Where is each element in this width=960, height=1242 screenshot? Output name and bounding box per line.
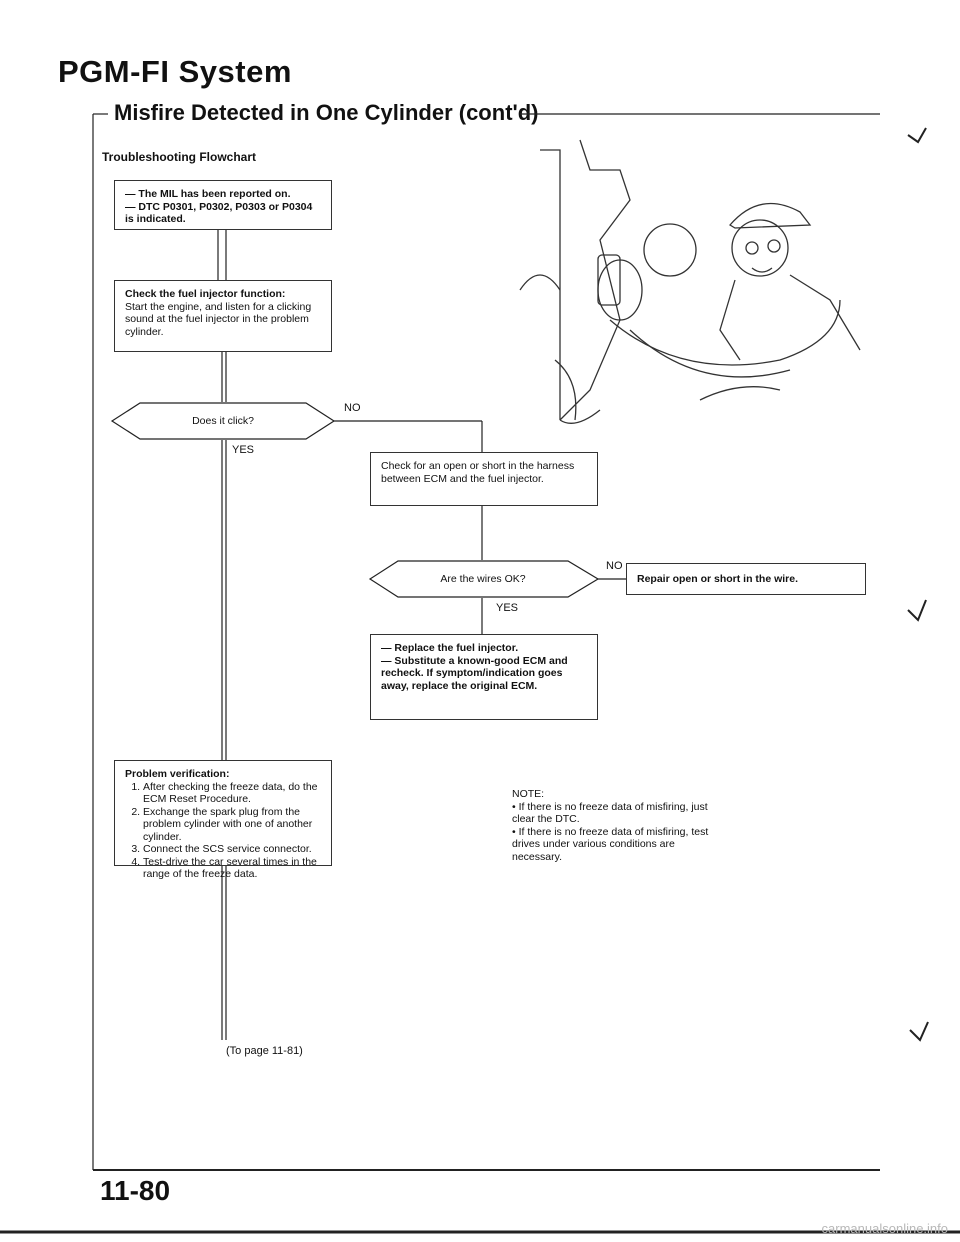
decision-click: Does it click? [192, 415, 254, 427]
replace-item: — Replace the fuel injector. [381, 642, 519, 654]
note-block [512, 788, 712, 863]
page-number: 11-80 [100, 1175, 171, 1206]
verification-step: 2. Exchange the spark plug from the problem cylinder with one of another cylinder. [143, 806, 321, 844]
branch-yes-label: YES [496, 602, 519, 614]
check-harness-box [370, 452, 598, 506]
section-subtitle: Misfire Detected in One Cylinder (cont'd) [114, 100, 539, 125]
flowchart-label: Troubleshooting Flowchart [102, 150, 256, 164]
branch-yes-label: YES [232, 444, 255, 456]
verification-step: 1. After checking the freeze data, do the ECM Reset Procedure. [143, 781, 321, 806]
verification-step: 3. Connect the SCS service connector. [143, 843, 321, 856]
check-injector-heading: Check the fuel injector function: [125, 288, 286, 300]
continuation-reference: (To page 11-81) [226, 1045, 303, 1057]
replace-box [370, 634, 598, 720]
page-title: PGM-FI System [58, 54, 292, 89]
start-condition-box [114, 180, 332, 230]
watermark: carmanualsonline.info [821, 1221, 948, 1236]
repair-box [626, 563, 866, 595]
repair-text: Repair open or short in the wire. [637, 573, 799, 585]
decision-wires: Are the wires OK? [440, 573, 526, 585]
start-condition-item: — The MIL has been reported on. [125, 188, 291, 200]
replace-item: — Substitute a known-good ECM and recheck. If symptom/indication goes away, replace the original ECM. [381, 654, 568, 692]
verification-step: 4. Test-drive the car several times in the range of the freeze data. [143, 856, 321, 881]
verification-heading: Problem verification: [125, 768, 230, 780]
branch-no-label: NO [606, 560, 623, 572]
mechanic-illustration-icon [520, 140, 860, 423]
start-condition-item: — DTC P0301, P0302, P0303 or P0304 is indicated. [125, 200, 313, 225]
problem-verification-box [114, 760, 332, 880]
note-item: • If there is no freeze data of misfiring, test drives under various conditions are necessary. [512, 825, 709, 863]
note-heading: NOTE: [512, 788, 545, 800]
branch-no-label: NO [344, 402, 361, 414]
check-injector-text: Start the engine, and listen for a clicking sound at the fuel injector in the problem cylinder. [125, 300, 312, 338]
note-item: • If there is no freeze data of misfiring, just clear the DTC. [512, 800, 708, 825]
check-injector-box [114, 280, 332, 352]
check-harness-text: Check for an open or short in the harness between ECM and the fuel injector. [381, 460, 575, 485]
